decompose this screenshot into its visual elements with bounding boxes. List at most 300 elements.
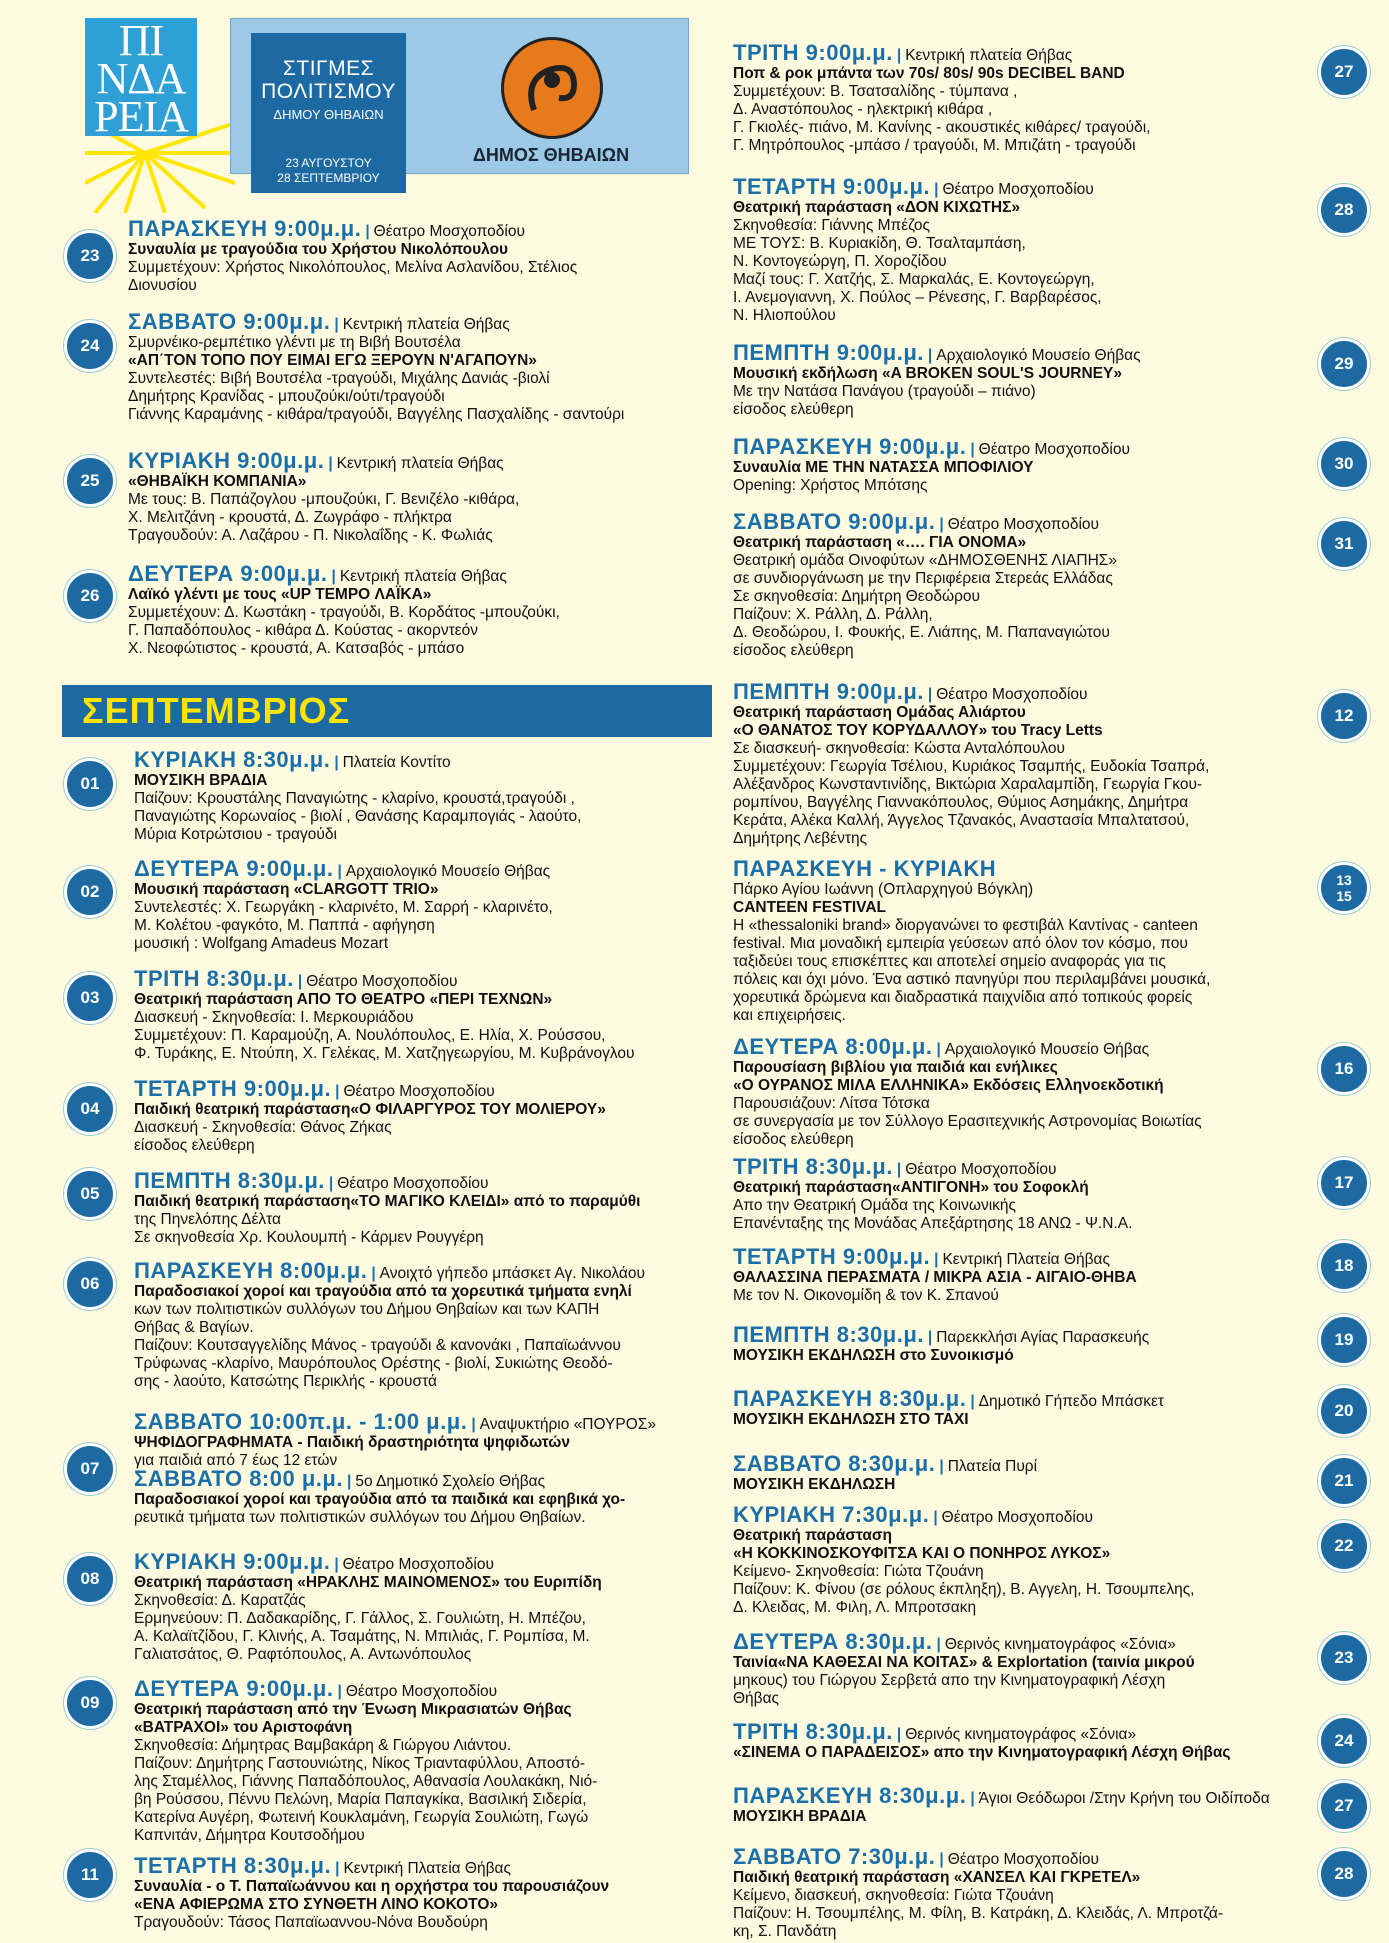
event-venue: Κεντρική πλατεία Θήβας	[905, 47, 1073, 64]
event-heading	[128, 561, 708, 586]
event-heading	[733, 856, 1313, 881]
event-detail-line: είσοδος ελεύθερη	[733, 401, 854, 418]
event-venue: Κεντρική πλατεία Θήβας	[342, 316, 510, 333]
event-detail-line: Παιδική θεατρική παράσταση«ΤΟ ΜΑΓΙΚΟ ΚΛΕΙΔΙ» από το παραμύθι	[134, 1193, 641, 1210]
event-entry	[733, 679, 1313, 848]
event-detail-line: είσοδος ελεύθερη	[733, 1131, 854, 1148]
event-detail-line: Συμμετέχουν: Π. Καραμούζη, Α. Νουλόπουλος, Ε. Ηλία, Χ. Ρούσσου,	[134, 1027, 606, 1044]
event-venue: Αναψυκτήριο «ΠΟΥΡΟΣ»	[479, 1416, 656, 1433]
event-day-time: ΤΕΤΑΡΤΗ 9:00μ.μ.	[733, 1244, 931, 1269]
separator: |	[927, 686, 933, 703]
event-detail-line: CANTEEN FESTIVAL	[733, 899, 886, 916]
event-detail-line: ΨΗΦΙΔΟΓΡΑΦΗΜΑΤΑ - Παιδική δραστηριότητα ψηφιδωτών	[134, 1434, 570, 1451]
event-heading	[134, 856, 709, 881]
event-venue: Πλατεία Πυρί	[947, 1458, 1038, 1475]
event-day-time: ΠΑΡΑΣΚΕΥΗ 8:30μ.μ.	[733, 1386, 967, 1411]
event-detail-line: Τρύφωνας -κλαρίνο, Μαυρόπουλος Ορέστης - βιολί, Συκιώτης Θεοδό-	[134, 1355, 613, 1372]
event-day-time: ΠΑΡΑΣΚΕΥΗ 8:30μ.μ.	[733, 1783, 967, 1808]
date-badge: 06	[64, 1258, 116, 1310]
separator: |	[371, 1265, 376, 1282]
separator: |	[337, 863, 342, 880]
event-venue: Ανοιχτό γήπεδο μπάσκετ Αγ. Νικολάου	[379, 1265, 645, 1282]
event-detail-line: Μουσική εκδήλωση «A BROKEN SOUL'S JOURNEY»	[733, 365, 1122, 382]
event-venue: Πλατεία Κοντίτο	[342, 754, 451, 771]
event-detail-line: Σε σκηνοθεσία: Δημήτρη Θεοδώρου	[733, 588, 980, 605]
event-day-time: ΤΡΙΤΗ 8:30μ.μ.	[733, 1719, 893, 1744]
separator: |	[939, 516, 944, 533]
event-day-time: ΤΕΤΑΡΤΗ 8:30μ.μ.	[134, 1853, 332, 1878]
date-badge: 13 15	[1318, 862, 1370, 914]
event-detail-line: Σκηνοθεσία: Δ. Καρατζάς	[134, 1592, 306, 1609]
event-venue: Θέατρο Μοσχοποδίου	[343, 1083, 495, 1100]
separator: |	[896, 1161, 902, 1178]
event-entry	[128, 309, 708, 424]
event-detail-line: ρομπίνου, Βαγγέλης Γιαννακόπουλος, Θύμιος Ασημάκης, Δημήτρα	[733, 794, 1189, 811]
separator: |	[297, 973, 303, 990]
event-detail-line: Παίζουν: Κρουστάλης Παναγιώτης - κλαρίνο, κρουστά,τραγούδι ,	[134, 790, 575, 807]
event-detail-line: Συμμετέχουν: Δ. Κωστάκη - τραγούδι, Β. Κορδάτος -μπουζούκι,	[128, 604, 560, 621]
event-day-time: ΠΕΜΠΤΗ 9:00μ.μ.	[733, 340, 924, 365]
banner-subtitle: ΔΗΜΟΥ ΘΗΒΑΙΩΝ	[273, 107, 384, 122]
event-detail-line: Θεατρική ομάδα Οινοφύτων «ΔΗΜΟΣΘΕΝΗΣ ΛΙΑΠΗΣ»	[733, 552, 1117, 569]
event-detail-line: σης - λαούτο, Κατσώτης Περικλής - κρουστά	[134, 1373, 437, 1390]
event-detail-line: Σε διασκευή- σκηνοθεσία: Κώστα Ανταλόπουλου	[733, 740, 1065, 757]
event-entry	[733, 1844, 1313, 1941]
separator: |	[896, 1726, 902, 1743]
event-heading	[733, 1629, 1313, 1654]
event-detail-line: ΜΟΥΣΙΚΗ ΕΚΔΗΛΩΣΗ στο Συνοικισμό	[733, 1347, 1014, 1364]
event-entry	[733, 1034, 1313, 1149]
event-entry	[134, 747, 709, 844]
banner-title-box	[251, 33, 406, 193]
event-detail-line: Μ. Κολέτου -φαγκότο, Μ. Παππά - αφήγηση	[134, 917, 435, 934]
event-detail-line: Συναυλία - ο Τ. Παπαϊωάννου και η ορχήστρα του παρουσιάζουν	[134, 1878, 610, 1895]
municipality-name: ΔΗΜΟΣ ΘΗΒΑΙΩΝ	[472, 145, 630, 165]
event-detail-line: Παραδοσιακοί χοροί και τραγούδια από τα χορευτικά τμήματα ενηλί	[134, 1283, 632, 1300]
event-detail-line: Με τους: Β. Παπάζογλου -μπουζούκι, Γ. Βενιζέλο -κιθάρα,	[128, 491, 520, 508]
event-detail-line: λης Σταμέλλος, Γιάννης Παπαδόπουλος, Αθανασία Λουλακάκη, Νιό-	[134, 1773, 598, 1790]
event-detail-line: είσοδος ελεύθερη	[134, 1137, 255, 1154]
separator: |	[471, 1416, 476, 1433]
event-heading	[733, 1154, 1313, 1179]
event-detail-line: Δημήτρης Λεβέντης	[733, 830, 868, 847]
separator: |	[939, 1458, 944, 1475]
date-badge: 31	[1318, 518, 1370, 570]
event-detail-line: Κατερίνα Αυγέρη, Φωτεινή Κουκλαμάνη, Γεωργία Σουλιώτη, Γωγώ	[134, 1809, 589, 1826]
date-badge: 08	[64, 1553, 116, 1605]
event-detail-line: για παιδιά από 7 έως 12 ετών	[134, 1452, 338, 1469]
event-detail-line: Κείμενο- Σκηνοθεσία: Γιώτα Τζουάνη	[733, 1563, 984, 1580]
separator: |	[970, 1790, 975, 1807]
logo-text: ΠΙ ΝΔΑ ΡΕΙΑ	[85, 18, 197, 136]
separator: |	[970, 441, 975, 458]
event-heading	[128, 216, 708, 241]
event-venue: Κεντρική πλατεία Θήβας	[336, 455, 504, 472]
event-day-time: ΤΡΙΤΗ 8:30μ.μ.	[733, 1154, 893, 1179]
event-heading	[134, 1466, 709, 1491]
event-detail-line: Καπνιτάν, Δήμητρα Κουτσοδήμου	[134, 1827, 365, 1844]
event-detail-line: Τραγουδούν: Τάσος Παπαϊωαννου-Νόνα Βουδούρη	[134, 1914, 488, 1931]
event-detail-line: Χ. Μελιτζάνη - κρουστά, Δ. Ζωγράφο - πλήκτρα	[128, 509, 452, 526]
festival-logo	[85, 13, 235, 213]
date-badge: 24	[1318, 1715, 1370, 1767]
event-detail-line: Συντελεστές: Χ. Γεωργάκη - κλαρινέτο, Μ. Σαρρή - κλαρινέτο,	[134, 899, 553, 916]
event-day-time: ΠΑΡΑΣΚΕΥΗ 8:00μ.μ.	[134, 1258, 368, 1283]
event-detail-line: της Πηνελόπης Δέλτα	[134, 1211, 282, 1228]
event-venue: Θερινός κινηματογράφος «Σόνια»	[905, 1726, 1137, 1743]
event-entry	[733, 1783, 1313, 1826]
event-detail-line: Γ. Παπαδόπουλος - κιθάρα Δ. Κούστας - ακορντεόν	[128, 622, 479, 639]
separator: |	[334, 754, 339, 771]
event-detail-line: πόλεις και όχι μόνο. Ένα αστικό πανηγύρι που περιλαμβάνει μουσικά,	[733, 971, 1211, 988]
date-badge: 30	[1318, 438, 1370, 490]
event-heading	[134, 1076, 709, 1101]
event-venue: Θέατρο Μοσχοποδίου	[941, 1509, 1093, 1526]
event-entry	[733, 1502, 1313, 1617]
event-detail-line: Κεράτα, Αλέκα Καλλή, Άγγελος Τζανακός, Αναστασία Μπαλτατσού,	[733, 812, 1190, 829]
event-detail-line: Παίζουν: Χ. Ράλλη, Δ. Ράλλη,	[733, 606, 933, 623]
event-venue: Άγιοι Θεόδωροι /Στην Κρήνη του Οιδίποδα	[978, 1790, 1270, 1807]
date-badge: 11	[64, 1849, 116, 1901]
event-heading	[134, 1853, 709, 1878]
separator: |	[936, 1636, 941, 1653]
event-heading	[733, 1844, 1313, 1869]
event-venue: Θέατρο Μοσχοποδίου	[905, 1161, 1057, 1178]
event-venue: Αρχαιολογικό Μουσείο Θήβας	[936, 347, 1141, 364]
event-heading	[733, 1034, 1313, 1059]
separator: |	[334, 1556, 339, 1573]
event-detail-line: Με την Νατάσα Πανάγου (τραγούδι – πιάνο)	[733, 383, 1036, 400]
event-detail-line: Θεατρική παράσταση ΑΠΟ ΤΟ ΘΕΑΤΡΟ «ΠΕΡΙ ΤΕΧΝΩΝ»	[134, 991, 553, 1008]
event-venue: Θέατρο Μοσχοποδίου	[936, 686, 1088, 703]
separator: |	[934, 181, 939, 198]
event-detail-line: Παναγιώτης Κορωναίος - βιολί , Θανάσης Καραμπογιάς - λαούτο,	[134, 808, 582, 825]
event-heading	[134, 1549, 709, 1574]
banner-dates: 23 ΑΥΓΟΥΣΤΟΥ 28 ΣΕΠΤΕΜΒΡΙΟΥ	[277, 156, 380, 185]
event-entry	[128, 448, 708, 545]
event-venue: Παρεκκλήσι Αγίας Παρασκευής	[936, 1329, 1150, 1346]
event-heading	[134, 1409, 709, 1434]
event-detail-line: Συμμετέχουν: Γεωργία Τσέλιου, Κυριάκος Τσαμπής, Ευδοκία Τσαπρά,	[733, 758, 1210, 775]
date-badge: 27	[1318, 1780, 1370, 1832]
event-day-time: ΔΕΥΤΕΡΑ 8:00μ.μ.	[733, 1034, 933, 1059]
event-detail-line: Τραγουδούν: Α. Λαζάρου - Π. Νικολαΐδης - Κ. Φωλιάς	[128, 527, 493, 544]
event-heading	[733, 1322, 1313, 1347]
event-day-time: ΠΑΡΑΣΚΕΥΗ 9:00μ.μ.	[128, 216, 362, 241]
separator: |	[365, 223, 370, 240]
event-entry	[733, 1451, 1313, 1494]
event-entry	[733, 174, 1313, 325]
separator: |	[346, 1473, 352, 1490]
event-detail-line: Θήβας & Βαγίων.	[134, 1319, 254, 1336]
date-badge: 20	[1318, 1385, 1370, 1437]
event-detail-line: Δ. Κλειδας, Μ. Φιλη, Λ. Μπροτσακη	[733, 1599, 977, 1616]
event-detail-line: Απο την Θεατρική Ομάδα της Κοινωνικής	[733, 1197, 1016, 1214]
event-detail-line: Ν. Κοντογεώργη, Π. Χοροζίδου	[733, 253, 947, 270]
event-detail-line: Διασκευή - Σκηνοθεσία: Θάνος Ζήκας	[134, 1119, 392, 1136]
event-entry	[128, 561, 708, 658]
event-detail-line: Θεατρική παράσταση «ΔΟΝ ΚΙΧΩΤΗΣ»	[733, 199, 1020, 216]
separator: |	[970, 1393, 975, 1410]
event-detail-line: βη Ρούσσου, Πέννυ Πελώνη, Μαρία Παπαγκίκα, Βασιλική Σιδερία,	[134, 1791, 587, 1808]
event-day-time: ΤΕΤΑΡΤΗ 9:00μ.μ.	[134, 1076, 332, 1101]
event-day-time: ΣΑΒΒΑΤΟ 10:00π.μ. - 1:00 μ.μ.	[134, 1409, 468, 1434]
event-detail-line: «ΣΙΝΕΜΑ Ο ΠΑΡΑΔΕΙΣΟΣ» απο την Κινηματογραφική Λέσχη Θήβας	[733, 1744, 1231, 1761]
date-badge: 25	[64, 455, 116, 507]
event-detail-line: «ΑΠ΄ΤΟΝ ΤΟΠΟ ΠΟΥ ΕΙΜΑΙ ΕΓΩ ΞΕΡΟΥΝ Ν'ΑΓΑΠΟΥΝ»	[128, 352, 537, 369]
event-detail-line: Παίζουν: Η. Τσουμπέλης, Μ. Φίλη, Β. Κατράκη, Δ. Κλειδάς, Λ. Μπροτζά-	[733, 1905, 1224, 1922]
event-day-time: ΣΑΒΒΑΤΟ 8:00 μ.μ.	[134, 1466, 343, 1491]
event-heading	[733, 679, 1313, 704]
event-detail-line: «ΒΑΤΡΑΧΟΙ» του Αριστοφάνη	[134, 1719, 353, 1736]
event-detail-line: Δ. Αναστόπουλος - ηλεκτρική κιθάρα ,	[733, 101, 993, 118]
separator: |	[933, 1509, 938, 1526]
event-day-time: ΚΥΡΙΑΚΗ 9:00μ.μ.	[134, 1549, 331, 1574]
event-detail-line: κων των πολιτιστικών συλλόγων του Δήμου Θηβαίων και των ΚΑΠΗ	[134, 1301, 600, 1318]
event-entry	[134, 856, 709, 953]
date-badge: 09	[64, 1677, 116, 1729]
event-detail-line: Κείμενο, διασκευή, σκηνοθεσία: Γιώτα Τζουάνη	[733, 1887, 1054, 1904]
event-detail-line: Χ. Νεοφώτιστος - κρουστά, Α. Κατσαβός - μπάσο	[128, 640, 465, 657]
event-venue: Θέατρο Μοσχοποδίου	[306, 973, 458, 990]
event-detail-line: χορευτικά δρώμενα και διαδραστικά παιχνίδια από τοπικούς φορείς	[733, 989, 1193, 1006]
event-detail-line: μηκους) του Γιώργου Σερβετά απο την Κινηματογραφική Λέσχη	[733, 1672, 1166, 1689]
event-heading	[134, 1676, 709, 1701]
event-day-time: ΠΑΡΑΣΚΕΥΗ 9:00μ.μ.	[733, 434, 967, 459]
separator: |	[335, 1860, 340, 1877]
separator: |	[337, 1683, 342, 1700]
event-detail-line: Με τον Ν. Οικονομίδη & τον Κ. Σπανού	[733, 1287, 999, 1304]
event-detail-line: Παιδική θεατρική παράσταση«Ο ΦΙΛΑΡΓΥΡΟΣ ΤΟΥ ΜΟΛΙΕΡΟΥ»	[134, 1101, 606, 1118]
month-header: ΣΕΠΤΕΜΒΡΙΟΣ	[62, 685, 712, 737]
event-detail-line: Γ. Μητρόπουλος -μπάσο / τραγούδι, Μ. Μπιζάτη - τραγούδι	[733, 137, 1136, 154]
event-detail-line: Σμυρνέικο-ρεμπέτικο γλέντι με τη Βιβή Βουτσέλα	[128, 334, 461, 351]
event-detail-line: Επανένταξης της Μονάδας Απεξάρτησης 18 ΑΝΩ - Ψ.Ν.Α.	[733, 1215, 1133, 1232]
event-detail-line: «ΕΝΑ ΑΦΙΕΡΩΜΑ ΣΤΟ ΣΥΝΘΕΤΗ ΛΙΝΟ ΚΟΚΟΤΟ»	[134, 1896, 499, 1913]
date-badge: 03	[64, 972, 116, 1024]
date-badge: 29	[1318, 338, 1370, 390]
event-detail-line: Φ. Τυράκης, Ε. Ντούπη, Χ. Γελέκας, Μ. Χατζηγεωργίου, Μ. Κυβράνογλου	[134, 1045, 635, 1062]
event-detail-line: Θεατρική παράσταση«ΑΝΤΙΓΟΝΗ» του Σοφοκλή	[733, 1179, 1089, 1196]
event-day-time: ΔΕΥΤΕΡΑ 8:30μ.μ.	[733, 1629, 933, 1654]
event-detail-line: Ερμηνεύουν: Π. Δαδακαρίδης, Γ. Γάλλος, Σ. Γουλιώτη, Η. Μπέζου,	[134, 1610, 586, 1627]
event-detail-line: «Ο ΟΥΡΑΝΟΣ ΜΙΛΑ ΕΛΛΗΝΙΚΑ» Εκδόσεις Ελληνοεκδοτική	[733, 1077, 1164, 1094]
event-heading	[733, 1502, 1313, 1527]
date-badge: 01	[64, 758, 116, 810]
event-detail-line: Συμμετέχουν: Β. Τσατσαλίδης - τύμπανα ,	[733, 83, 1018, 100]
event-entry	[733, 1154, 1313, 1233]
event-detail-line: ταξιδεύει τους επισκέπτες και αποτελεί σημείο αναφοράς για τις	[733, 953, 1166, 970]
separator: |	[934, 1251, 939, 1268]
date-badge: 26	[64, 570, 116, 622]
event-venue: Αρχαιολογικό Μουσείο Θήβας	[345, 863, 551, 880]
event-day-time: ΠΕΜΠΤΗ 9:00μ.μ.	[733, 679, 924, 704]
event-detail-line: Θεατρική παράσταση από την Ένωση Μικρασιατών Θήβας	[134, 1701, 572, 1718]
event-day-time: ΠΕΜΠΤΗ 8:30μ.μ.	[733, 1322, 924, 1347]
event-heading	[128, 309, 708, 334]
event-detail-line: Παίζουν: Κ. Φίνου (σε ρόλους έκπληξη), Β. Αγγελη, Η. Τσουμπελης,	[733, 1581, 1195, 1598]
event-heading	[733, 340, 1313, 365]
event-detail-line: Ποπ & ροκ μπάντα των 70s/ 80s/ 90s DECIBEL BAND	[733, 65, 1125, 82]
event-detail-line: Δημήτρης Κρανίδας - μπουζούκι/ούτι/τραγούδι	[128, 388, 445, 405]
event-day-time: ΤΕΤΑΡΤΗ 9:00μ.μ.	[733, 174, 931, 199]
event-day-time: ΔΕΥΤΕΡΑ 9:00μ.μ.	[134, 1676, 334, 1701]
event-detail-line: Ταινία«ΝΑ ΚΑΘΕΣΑΙ ΝΑ ΚΟΙΤΑΣ» & Explortation (ταινία μικρού	[733, 1654, 1195, 1671]
event-heading	[733, 509, 1313, 534]
event-heading	[733, 40, 1313, 65]
event-heading	[733, 1386, 1313, 1411]
date-badge: 19	[1318, 1314, 1370, 1366]
date-badge: 23	[1318, 1632, 1370, 1684]
date-badge: 21	[1318, 1455, 1370, 1507]
event-heading	[733, 434, 1313, 459]
event-day-time: ΚΥΡΙΑΚΗ 8:30μ.μ.	[134, 747, 331, 772]
date-badge: 27	[1318, 46, 1370, 98]
separator: |	[328, 455, 333, 472]
date-badge: 12	[1318, 690, 1370, 742]
banner-title: ΣΤΙΓΜΕΣ ΠΟΛΙΤΙΣΜΟΥ	[261, 57, 396, 103]
date-badge: 16	[1318, 1043, 1370, 1095]
event-detail-line: Α. Καλαϊτζίδου, Γ. Κλινής, Α. Τσαμάτης, Ν. Μπιλιάς, Γ. Ρομπίσα, Μ.	[134, 1628, 590, 1645]
event-detail-line: Διονυσίου	[128, 277, 197, 294]
date-badge: 17	[1318, 1157, 1370, 1209]
event-heading	[134, 1168, 709, 1193]
event-day-time: ΠΕΜΠΤΗ 8:30μ.μ.	[134, 1168, 325, 1193]
event-heading	[733, 1719, 1313, 1744]
event-detail-line: σε συνεργασία με τον Σύλλογο Ερασιτεχνικής Αστρονομίας Βοιωτίας	[733, 1113, 1202, 1130]
event-entry	[733, 434, 1313, 495]
event-venue: Κεντρική Πλατεία Θήβας	[942, 1251, 1110, 1268]
event-detail-line: Αλέξανδρος Κωνσταντινίδης, Βικτώρια Χαραλαμπίδη, Γεωργία Γκου-	[733, 776, 1203, 793]
event-day-time: ΣΑΒΒΑΤΟ 7:30μ.μ.	[733, 1844, 936, 1869]
event-entry	[733, 1629, 1313, 1708]
event-detail-line: Διασκευή - Σκηνοθεσία: Ι. Μερκουριάδου	[134, 1009, 414, 1026]
event-detail-line: Παραδοσιακοί χοροί και τραγούδια από τα παιδικά και εφηβικά χο-	[134, 1491, 626, 1508]
event-detail-line: ΘΑΛΑΣΣΙΝΑ ΠΕΡΑΣΜΑΤΑ / ΜΙΚΡΑ ΑΣΙΑ - ΑΙΓΑΙΟ-ΘΗΒΑ	[733, 1269, 1137, 1286]
event-entry	[134, 1409, 709, 1527]
event-venue: Θέατρο Μοσχοποδίου	[337, 1175, 489, 1192]
date-badge: 07	[64, 1443, 116, 1495]
event-detail-line: Μαζί τους: Γ. Χατζής, Σ. Μαρκαλάς, Ε. Κοντογεώργη,	[733, 271, 1095, 288]
event-venue: Θέατρο Μοσχοποδίου	[947, 1851, 1099, 1868]
date-badge: 05	[64, 1168, 116, 1220]
event-detail-line: Ι. Ανεμογιαννη, Χ. Πούλος – Ρένεσης, Γ. Βαρβαρέσος,	[733, 289, 1102, 306]
date-badge: 28	[1318, 184, 1370, 236]
event-detail-line: Ν. Ηλιοπούλου	[733, 307, 836, 324]
event-entry	[134, 1168, 709, 1247]
event-detail-line: Opening: Χρήστος Μπότσης	[733, 477, 928, 494]
event-entry	[733, 1322, 1313, 1365]
event-detail-line: «Η ΚΟΚΚΙΝΟΣΚΟΥΦΙΤΣΑ ΚΑΙ Ο ΠΟΝΗΡΟΣ ΛΥΚΟΣ»	[733, 1545, 1111, 1562]
event-heading	[733, 1783, 1313, 1808]
event-detail-line: «ΘΗΒΑΪΚΗ ΚΟΜΠΑΝΙΑ»	[128, 473, 307, 490]
date-badge: 28	[1318, 1848, 1370, 1900]
header	[94, 16, 689, 185]
event-venue: Θέατρο Μοσχοποδίου	[345, 1683, 498, 1700]
event-venue: Θέατρο Μοσχοποδίου	[342, 1556, 494, 1573]
event-venue: Αρχαιολογικό Μουσείο Θήβας	[944, 1041, 1150, 1058]
event-heading	[134, 966, 709, 991]
event-detail-line: Πάρκο Αγίου Ιωάννη (Οπλαρχηγού Βόγκλη)	[733, 881, 1034, 898]
event-entry	[733, 1386, 1313, 1429]
event-venue: Θέατρο Μοσχοποδίου	[978, 441, 1130, 458]
event-detail-line: Παίζουν: Κουτσαγγελίδης Μάνος - τραγούδι & κανονάκι , Παπαϊωάννου	[134, 1337, 621, 1354]
separator: |	[939, 1851, 944, 1868]
event-detail-line: ΜΟΥΣΙΚΗ ΕΚΔΗΛΩΣΗ ΣΤΟ ΤΑΧΙ	[733, 1411, 969, 1428]
separator: |	[896, 47, 902, 64]
separator: |	[331, 568, 336, 585]
event-detail-line: είσοδος ελεύθερη	[733, 642, 854, 659]
date-badge: 02	[64, 866, 116, 918]
event-venue: Κεντρική Πλατεία Θήβας	[343, 1860, 511, 1877]
event-heading	[134, 1258, 709, 1283]
event-heading	[128, 448, 708, 473]
event-detail-line: Μύρια Κοτρώτσιου - τραγούδι	[134, 826, 337, 843]
date-badge: 22	[1318, 1520, 1370, 1572]
event-detail-line: Η «thessaloniki brand» διοργανώνει το φεστιβάλ Καντίνας - canteen	[733, 917, 1198, 934]
date-badge: 24	[64, 320, 116, 372]
event-detail-line: Δ. Θεοδώρου, Ι. Φουκής, Ε. Λιάπης, Μ. Παπαναγιώτου	[733, 624, 1110, 641]
event-detail-line: ρευτικά τμήματα των πολιτιστικών συλλόγων του Δήμου Θηβαίων.	[134, 1509, 586, 1526]
event-detail-line: Συντελεστές: Βιβή Βουτσέλα -τραγούδι, Μιχάλης Δανιάς -βιολί	[128, 370, 550, 387]
event-detail-line: Θεατρική παράσταση «ΗΡΑΚΛΗΣ ΜΑΙΝΟΜΕΝΟΣ» του Ευριπίδη	[134, 1574, 602, 1591]
event-detail-line: Λαϊκό γλέντι με τους «UP TEMPO ΛΑΪΚΑ»	[128, 586, 432, 603]
separator: |	[335, 1083, 340, 1100]
event-detail-line: Συναυλία ΜΕ ΤΗΝ ΝΑΤΑΣΣΑ ΜΠΟΦΙΛΙΟΥ	[733, 459, 1034, 476]
event-venue: Θέατρο Μοσχοποδίου	[947, 516, 1099, 533]
event-day-time: ΔΕΥΤΕΡΑ 9:00μ.μ.	[134, 856, 334, 881]
municipality-emblem	[501, 37, 603, 139]
event-heading	[733, 1451, 1313, 1476]
event-day-time: ΣΑΒΒΑΤΟ 8:30μ.μ.	[733, 1451, 936, 1476]
event-detail-line: Γιάννης Καραμάνης - κιθάρα/τραγούδι, Βαγγέλης Πασχαλίδης - σαντούρι	[128, 406, 625, 423]
event-detail-line: σε συνδιοργάνωση με την Περιφέρεια Στερεάς Ελλάδας	[733, 570, 1113, 587]
event-detail-line: Σε σκηνοθεσία Χρ. Κουλουμπή - Κάρμεν Ρουγγέρη	[134, 1229, 484, 1246]
separator: |	[328, 1175, 334, 1192]
date-badge: 04	[64, 1083, 116, 1135]
event-day-time: ΤΡΙΤΗ 8:30μ.μ.	[134, 966, 294, 991]
event-venue: Θερινός κινηματογράφος «Σόνια»	[944, 1636, 1176, 1653]
event-detail-line: Θεατρική παράσταση «…. ΓΙΑ ΟΝΟΜΑ»	[733, 534, 1027, 551]
event-detail-line: Σκηνοθεσία: Δήμητρας Βαμβακάρη & Γιώργου Λιάντου.	[134, 1737, 512, 1754]
event-venue: Κεντρική πλατεία Θήβας	[339, 568, 507, 585]
event-day-time: ΚΥΡΙΑΚΗ 9:00μ.μ.	[128, 448, 325, 473]
event-detail-line: Γαλιατσάτος, Θ. Ραφτόπουλος, Α. Αντωνόπουλος	[134, 1646, 472, 1663]
event-venue: Θέατρο Μοσχοποδίου	[373, 223, 525, 240]
event-detail-line: ΜΟΥΣΙΚΗ ΕΚΔΗΛΩΣΗ	[733, 1476, 896, 1493]
event-heading	[733, 1244, 1313, 1269]
event-venue: Δημοτικό Γήπεδο Μπάσκετ	[978, 1393, 1165, 1410]
event-day-time: ΚΥΡΙΑΚΗ 7:30μ.μ.	[733, 1502, 930, 1527]
event-detail-line: Παιδική θεατρική παράσταση «ΧΑΝΣΕΛ ΚΑΙ ΓΚΡΕΤΕΛ»	[733, 1869, 1141, 1886]
event-detail-line: Γ. Γκιολές- πιάνο, Μ. Κανίνης - ακουστικές κιθάρες/ τραγούδι,	[733, 119, 1151, 136]
event-entry	[134, 1853, 709, 1932]
event-detail-line: Συμμετέχουν: Χρήστος Νικολόπουλος, Μελίνα Ασλανίδου, Στέλιος	[128, 259, 578, 276]
separator: |	[334, 316, 339, 333]
event-entry	[134, 1549, 709, 1664]
event-entry	[134, 966, 709, 1063]
event-detail-line: Θεατρική παράσταση	[733, 1527, 892, 1544]
event-detail-line: Θεατρική παράσταση Ομάδας Αλιάρτου	[733, 704, 1026, 721]
event-detail-line: festival. Μια μοναδική εμπειρία γεύσεων από όλον τον κόσμο, που	[733, 935, 1188, 952]
event-entry	[733, 40, 1313, 155]
event-day-time: ΔΕΥΤΕΡΑ 9:00μ.μ.	[128, 561, 328, 586]
date-badge: 23	[64, 230, 116, 282]
event-entry	[128, 216, 708, 295]
date-badge: 18	[1318, 1240, 1370, 1292]
event-entry	[134, 1076, 709, 1155]
event-detail-line: και επιχειρήσεις.	[733, 1007, 846, 1024]
